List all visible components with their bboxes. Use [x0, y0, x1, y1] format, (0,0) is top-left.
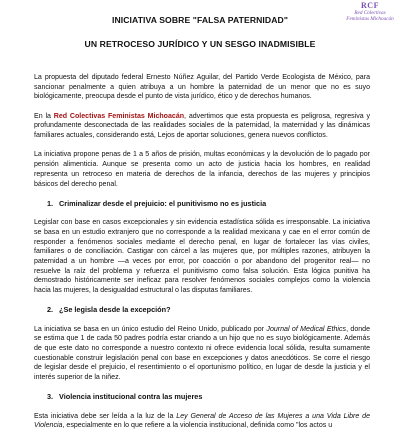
- section-2-paragraph: [34, 325, 370, 383]
- org-paragraph-post: , advertimos que esta propuesta es peligrosa, regresiva y profundamente desconectada de las realidades sociales de la paternidad, la maternidad y las dinámicas familiares actuales, considerando está, Lejos de aportar soluciones, genera nuevos conflictos.: [34, 112, 370, 140]
- section-2-title: ¿Se legisla desde la excepción?: [59, 305, 171, 315]
- section-2-pre: La iniciativa se basa en un único estudio del Reino Unido, publicado por: [34, 325, 267, 333]
- section-1-number: 1.: [47, 198, 54, 208]
- document-title: INICIATIVA SOBRE "FALSA PATERNIDAD": [111, 15, 289, 25]
- org-paragraph-pre: En la: [34, 112, 54, 120]
- section-2-heading: [47, 305, 370, 315]
- section-3-pre: Esta iniciativa debe ser leída a la luz de la: [34, 412, 177, 420]
- section-3-number: 3.: [47, 392, 54, 402]
- document-subtitle: UN RETROCESO JURÍDICO Y UN SESGO INADMISIBLE: [84, 39, 316, 49]
- section-1-title: Criminalizar desde el prejuicio: el punitivismo no es justicia: [59, 198, 267, 208]
- section-3-paragraph: [34, 412, 370, 431]
- section-2-number: 2.: [47, 305, 54, 315]
- section-2-post: , donde se estima que 1 de cada 50 padres podría estar criando a un hijo que no es suyo biológicamente. Además de que este dato no corresponde a nuestro contexto ni ofrece evidencia local sólida, resulta sumamente cuestionable construir legislación penal con base en excepciones y datos anecdóticos. Se corre el riesgo de legislar desde el prejuicio, el resentimiento o el oportunismo político, en lugar de desde la justicia y el interés superior de la niñez.: [34, 325, 371, 382]
- document-body: [34, 73, 370, 441]
- journal-name: Journal of Medical Ethics: [266, 325, 347, 333]
- section-3-post: , especialmente en lo que refiere a la violencia institucional, definida como "los actos u: [62, 422, 333, 430]
- organization-paragraph: [34, 112, 370, 141]
- intro-paragraph: La propuesta del diputado federal Ernesto Núñez Aguilar, del Partido Verde Ecologista de México, para sancionar penalmente a quien atribuya a un hombre la paternidad de un menor que no es suyo biológicamente, preocupa desde el punto de vista jurídico, ético y de derechos humanos.: [34, 74, 370, 101]
- proposal-paragraph: La iniciativa propone penas de 1 a 5 años de prisión, multas económicas y la devolución de lo pagado por pensión alimenticia. Aunque se presenta como un acto de justicia hacia los hombres, en realidad representa un retroceso en materia de derechos de la infancia, derechos de las mujeres y principios básicos del derecho penal.: [34, 151, 370, 188]
- law-name: Ley General de Acceso de las Mujeres a una Vida Libre de Violencia: [34, 412, 370, 430]
- logo-mark: RCF: [361, 1, 379, 10]
- section-3-heading: [47, 392, 370, 402]
- section-1-heading: [47, 199, 370, 209]
- logo-text: Red Colectivas Feministas Michoacán: [346, 9, 394, 22]
- organization-name: Red Colectivas Feministas Michoacán: [53, 112, 185, 120]
- section-1-paragraph: Legislar con base en casos excepcionales y sin evidencia estadística sólida es irresponsable. La iniciativa se basa en un estudio extranjero que no corresponde a la realidad mexicana y cae en el error común de responder a fenómenos sociales mediante el derecho penal, en lugar de fortalecer las vías civiles, familiares o de conciliación. Castigar con cárcel a las mujeres que, por múltiples razones, atribuyen la paternidad a un hombre —a veces por error, por coacción o por abandono del progenitor real— no resuelve la raíz del problema y refuerza el punitivismo como falsa solución. Esta lógica punitiva ha demostrado históricamente ser ineficaz para resolver fenómenos sociales complejos como la violencia hacia las mujeres, la desigualdad estructural o las disputas familiares.: [34, 219, 370, 295]
- section-3-title: Violencia institucional contra las mujeres: [59, 392, 203, 402]
